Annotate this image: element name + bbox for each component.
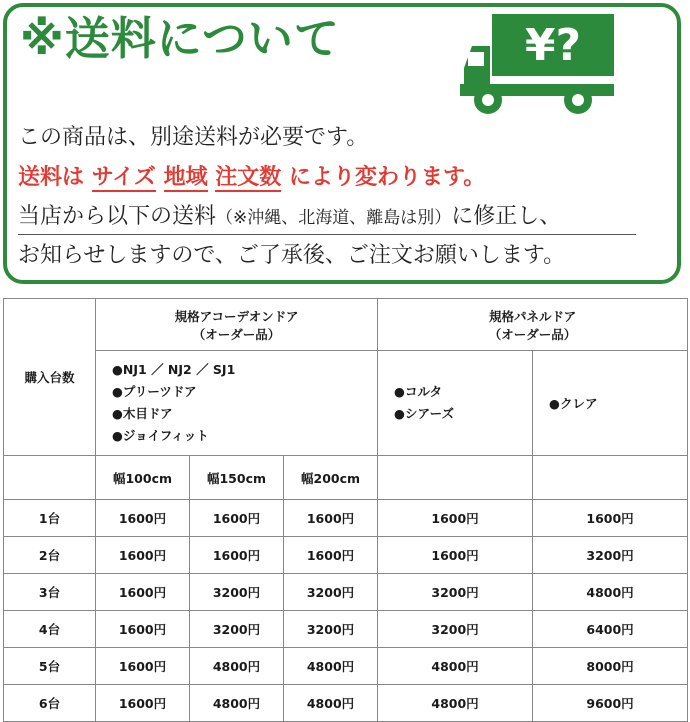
qty-cell: 4台 bbox=[4, 611, 96, 648]
width-150-header: 幅150cm bbox=[190, 456, 284, 500]
notice-line-4: お知らせしますので、ご了承後、ご注文お願いします。 bbox=[18, 243, 566, 268]
width-blank-cell bbox=[4, 456, 96, 500]
width-blank-cell bbox=[378, 456, 533, 500]
width-blank-cell bbox=[533, 456, 688, 500]
product-item: ●シアーズ bbox=[394, 406, 454, 421]
qty-cell: 1台 bbox=[4, 500, 96, 537]
fee-cell: 1600円 bbox=[378, 537, 533, 574]
notice-line-3 bbox=[18, 206, 561, 228]
fee-cell: 4800円 bbox=[378, 685, 533, 722]
fee-cell: 4800円 bbox=[284, 685, 378, 722]
product-item: ●プリーツドア bbox=[112, 384, 197, 399]
fee-cell: 3200円 bbox=[378, 574, 533, 611]
group2-subtitle: （オーダー品） bbox=[488, 326, 577, 342]
line2-quantity: 注文数 bbox=[215, 165, 282, 190]
width-200-header: 幅200cm bbox=[284, 456, 378, 500]
notice-line-1: この商品は、別途送料が必要です。 bbox=[18, 125, 369, 150]
group1-title: 規格アコーデオンドア bbox=[174, 308, 299, 324]
fee-cell: 3200円 bbox=[378, 611, 533, 648]
notice-title: ※送料について bbox=[20, 12, 340, 65]
fee-cell: 4800円 bbox=[284, 648, 378, 685]
table-row bbox=[4, 500, 688, 537]
fee-cell: 1600円 bbox=[96, 574, 190, 611]
fee-cell: 1600円 bbox=[96, 611, 190, 648]
group1-subtitle: （オーダー品） bbox=[192, 326, 281, 342]
fee-cell: 1600円 bbox=[284, 537, 378, 574]
product-item: ●ジョイフィット bbox=[112, 428, 209, 443]
qty-cell: 6台 bbox=[4, 685, 96, 722]
qty-cell: 2台 bbox=[4, 537, 96, 574]
product-item: ●NJ1 ／ NJ2 ／ SJ1 bbox=[112, 362, 236, 377]
fee-cell: 1600円 bbox=[96, 648, 190, 685]
group1-product-list bbox=[96, 351, 378, 456]
fee-cell: 6400円 bbox=[533, 611, 688, 648]
fee-cell: 1600円 bbox=[378, 500, 533, 537]
width-100-header: 幅100cm bbox=[96, 456, 190, 500]
fee-cell: 3200円 bbox=[190, 574, 284, 611]
korta-product-list bbox=[378, 351, 533, 456]
notice-line-2 bbox=[18, 167, 485, 189]
line3-note: （※沖縄、北海道、離島は別） bbox=[216, 208, 452, 228]
table-row bbox=[4, 611, 688, 648]
qty-header: 購入台数 bbox=[4, 299, 96, 456]
notice-line-3-rule bbox=[18, 234, 636, 235]
fee-cell: 4800円 bbox=[533, 574, 688, 611]
qty-cell: 3台 bbox=[4, 574, 96, 611]
fee-cell: 8000円 bbox=[533, 648, 688, 685]
product-item: ●木目ドア bbox=[112, 406, 173, 421]
table-row bbox=[4, 574, 688, 611]
table-row bbox=[4, 685, 688, 722]
line2-suffix: により変わります。 bbox=[288, 165, 486, 190]
fee-cell: 4800円 bbox=[378, 648, 533, 685]
table-row bbox=[4, 648, 688, 685]
fee-cell: 1600円 bbox=[96, 685, 190, 722]
line2-region: 地域 bbox=[163, 165, 208, 190]
group2-header bbox=[378, 299, 688, 351]
fee-cell: 4800円 bbox=[190, 648, 284, 685]
qty-cell: 5台 bbox=[4, 648, 96, 685]
group2-title: 規格パネルドア bbox=[488, 308, 577, 324]
fee-cell: 9600円 bbox=[533, 685, 688, 722]
shipping-fee-table bbox=[3, 298, 688, 722]
line3-b: に修正し、 bbox=[451, 204, 562, 229]
fee-cell: 3200円 bbox=[284, 611, 378, 648]
fee-cell: 3200円 bbox=[533, 537, 688, 574]
truck-icon bbox=[458, 10, 618, 120]
product-item: ●コルタ bbox=[394, 384, 442, 399]
fee-cell: 1600円 bbox=[533, 500, 688, 537]
fee-cell: 1600円 bbox=[284, 500, 378, 537]
fee-cell: 4800円 bbox=[190, 685, 284, 722]
crea-product: ●クレア bbox=[533, 351, 688, 456]
fee-cell: 3200円 bbox=[190, 611, 284, 648]
truck-yen-label: ¥? bbox=[524, 20, 582, 71]
line2-size: サイズ bbox=[91, 165, 156, 190]
line2-prefix: 送料は bbox=[18, 165, 85, 190]
fee-cell: 3200円 bbox=[284, 574, 378, 611]
line3-a: 当店から以下の送料 bbox=[18, 204, 217, 229]
table-row bbox=[4, 537, 688, 574]
fee-cell: 1600円 bbox=[190, 500, 284, 537]
fee-cell: 1600円 bbox=[96, 537, 190, 574]
group1-header bbox=[96, 299, 378, 351]
fee-cell: 1600円 bbox=[190, 537, 284, 574]
fee-cell: 1600円 bbox=[96, 500, 190, 537]
